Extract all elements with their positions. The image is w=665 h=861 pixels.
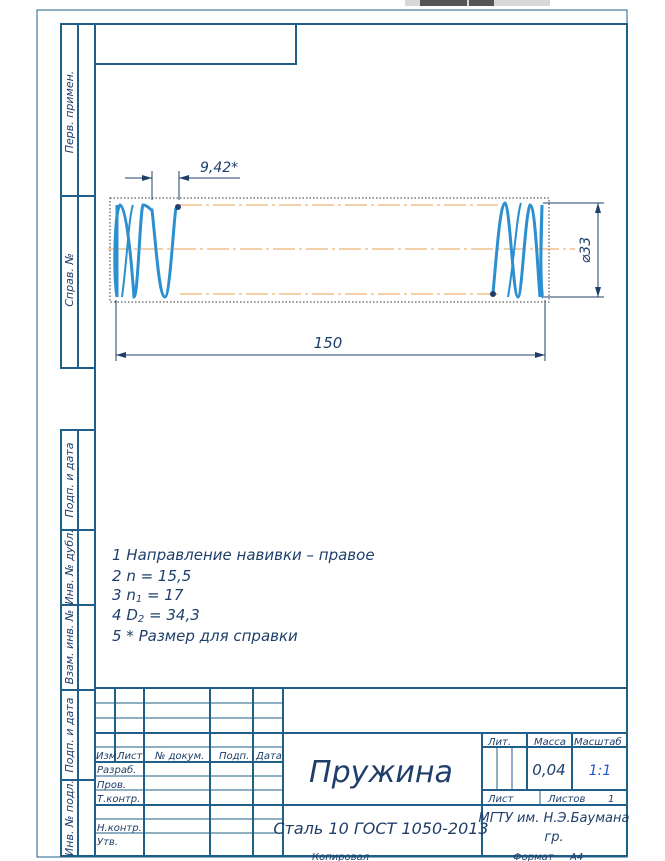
col-podp: Подп. [219, 751, 250, 762]
label-vzam-inv: Взам. инв. № [63, 609, 76, 685]
note-4-sub: 2 [137, 614, 145, 625]
note-2-value: = 15,5 [135, 567, 192, 585]
col-ndokum: № докум. [155, 751, 205, 762]
footer-kopiroval: Копировал [312, 852, 370, 861]
note-4 [112, 606, 200, 625]
note-2-prefix: 2 [112, 567, 127, 585]
row-tkontr: Т.контр. [97, 794, 141, 805]
label-podp-data-top: Подп. и дата [63, 442, 76, 518]
label-podp-data-bottom: Подп. и дата [63, 697, 76, 773]
coil-end-left [175, 204, 181, 210]
note-2 [112, 567, 191, 585]
col-data: Дата [256, 751, 282, 762]
listov-label: Листов [548, 794, 586, 805]
length-dimension-label: 150 [313, 334, 343, 352]
note-3-prefix: 3 [112, 586, 127, 604]
note-3-sub: 1 [135, 594, 143, 605]
listov-value: 1 [608, 794, 615, 805]
note-3-var: n [126, 586, 136, 604]
diameter-dimension-label: ⌀33 [578, 236, 594, 264]
lit-label: Лит. [488, 737, 512, 748]
material-spec: Сталь 10 ГОСТ 1050-2013 [273, 819, 489, 838]
spring-axis-lines [108, 205, 575, 294]
top-code-box [95, 24, 296, 64]
outer-border [37, 10, 627, 857]
note-2-var: n [126, 567, 136, 585]
scale-value: 1:1 [588, 763, 612, 779]
spring-coils-left [115, 205, 176, 297]
row-razrab: Разраб. [97, 765, 137, 776]
note-1: 1 Направление навивки – правое [112, 546, 375, 564]
row-prov: Пров. [97, 780, 127, 791]
spring-drawing [108, 160, 604, 361]
spring-coils-right [493, 203, 543, 297]
footer-format-value: А4 [570, 852, 584, 861]
footer-format-label: Формат [513, 852, 554, 861]
org-line-1: МГТУ им. Н.Э.Баумана [478, 811, 630, 826]
note-4-prefix: 4 [112, 606, 127, 624]
label-sprav-no: Справ. № [63, 253, 76, 307]
pitch-dimension-label: 9,42* [200, 160, 239, 176]
col-list: Лист [117, 751, 143, 762]
technical-notes [112, 546, 375, 645]
row-nkontr: Н.контр. [97, 823, 142, 834]
mass-value: 0,04 [532, 761, 566, 779]
masshtab-label: Масштаб [574, 737, 622, 748]
note-3 [112, 586, 184, 605]
diameter-dimension [543, 203, 604, 297]
note-4-var: D [126, 606, 138, 624]
massa-label: Масса [534, 737, 566, 748]
drawing-title: Пружина [309, 755, 453, 790]
note-3-value: = 17 [142, 586, 184, 604]
label-inv-podl: Инв. № подл. [63, 780, 76, 856]
org-line-2: гр. [544, 830, 564, 845]
note-5: 5 * Размер для справки [112, 627, 298, 645]
label-inv-dubl: Инв. № дубл. [63, 529, 76, 605]
drawing-frame [95, 24, 627, 856]
note-4-value: = 34,3 [144, 606, 200, 624]
list-label: Лист [488, 794, 514, 805]
row-utv: Утв. [97, 837, 118, 848]
coil-end-right [490, 291, 496, 297]
label-perv-primen: Перв. примен. [63, 70, 76, 154]
col-izm: Изм. [96, 751, 120, 762]
